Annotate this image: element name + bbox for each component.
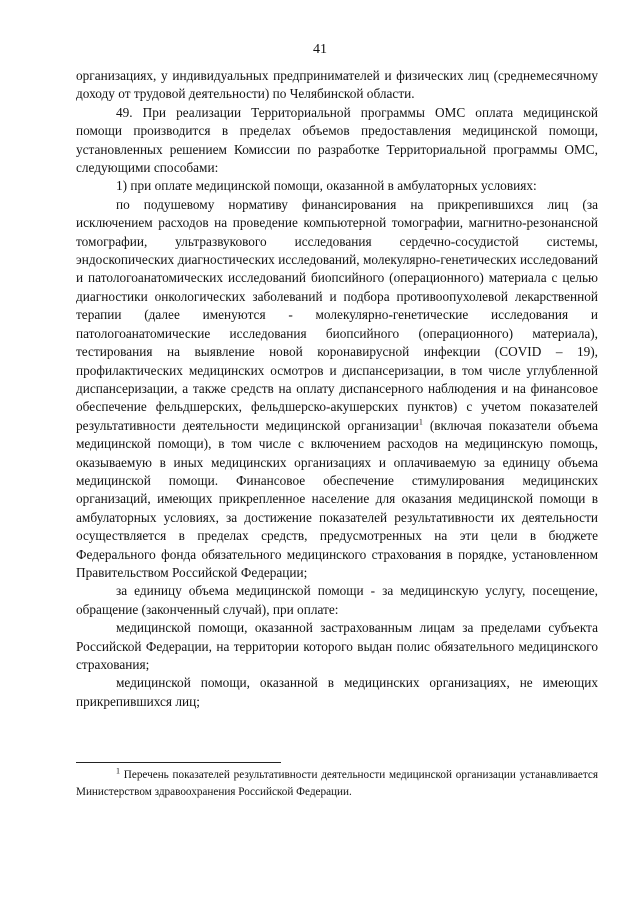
paragraph-no-attached-persons: медицинской помощи, оказанной в медицинских организациях, не имеющих прикрепившихся лиц;	[76, 675, 598, 709]
document-body	[76, 67, 598, 711]
page-number: 41	[313, 42, 327, 57]
paragraph-item-49: 49. При реализации Территориальной программы ОМС оплата медицинской помощи производится в пределах объемов предоставления медицинской помощи, установленных решением Комиссии по разработке Территориальной программы ОМС, следующими способами:	[76, 104, 598, 176]
paragraph-per-unit-volume: за единицу объема медицинской помощи - за медицинскую услугу, посещение, обращение (законченный случай), при оплате:	[76, 583, 598, 617]
footnote-divider	[76, 762, 281, 763]
footnote-marker: 1	[116, 766, 120, 776]
per-capita-text: по подушевому нормативу финансирования на прикрепившихся лиц (за исключением расходов на проведение компьютерной томографии, магнитно-резонансной томографии, ультразвукового исследования сердечно-сосудистой системы, эндоскопических диагностических исследований, молекулярно-генетических исследований и патологоанатомических исследований биопсийного (операционного) материала с целью диагностики онкологических заболеваний и подбора противоопухолевой лекарственной терапии (далее именуются - молекулярно-генетические исследования и патологоанатомические исследования биопсийного (операционного) материала), тестирования на выявление новой коронавирусной инфекции (COVID – 19), профилактических медицинских осмотров и диспансеризации, в том числе углубленной диспансеризации, а также средств на оплату диспансерного наблюдения и на финансовое обеспечение фельдшерских, фельдшерско-акушерских пунктов) с учетом показателей результативности деятельности медицинской организации	[76, 196, 598, 433]
footnote-text: Перечень показателей результативности деятельности медицинской организации устанавливается Министерством здравоохранения Российской Федерации.	[76, 769, 599, 798]
paragraph-out-of-region-care: медицинской помощи, оказанной застрахованным лицам за пределами субъекта Российской Федерации, на территории которого выдан полис обязательного медицинского страхования;	[76, 620, 598, 672]
footnote-reference: 1	[418, 417, 423, 427]
per-capita-text-continued: (включая показатели объема медицинской помощи), в том числе с включением расходов на медицинскую помощь, оказываемую в иных медицинских организациях и оплачиваемую за единицу объема медицинской помощи. Финансовое обеспечение стимулирования медицинских организаций, имеющих прикрепленное население для оказания медицинской помощи в амбулаторных условиях, за достижение показателей результативности их деятельности осуществляется в пределах средств, предусмотренных на эти цели в бюджете Федерального фонда обязательного медицинского страхования в порядке, установленном Правительством Российской Федерации;	[76, 417, 599, 580]
paragraph-per-capita-financing	[76, 196, 598, 583]
footnote	[76, 767, 598, 800]
paragraph-subitem-1: 1) при оплате медицинской помощи, оказанной в амбулаторных условиях:	[116, 178, 537, 194]
paragraph-continuation: организациях, у индивидуальных предпринимателей и физических лиц (среднемесячному доходу от трудовой деятельности) по Челябинской области.	[76, 68, 598, 102]
